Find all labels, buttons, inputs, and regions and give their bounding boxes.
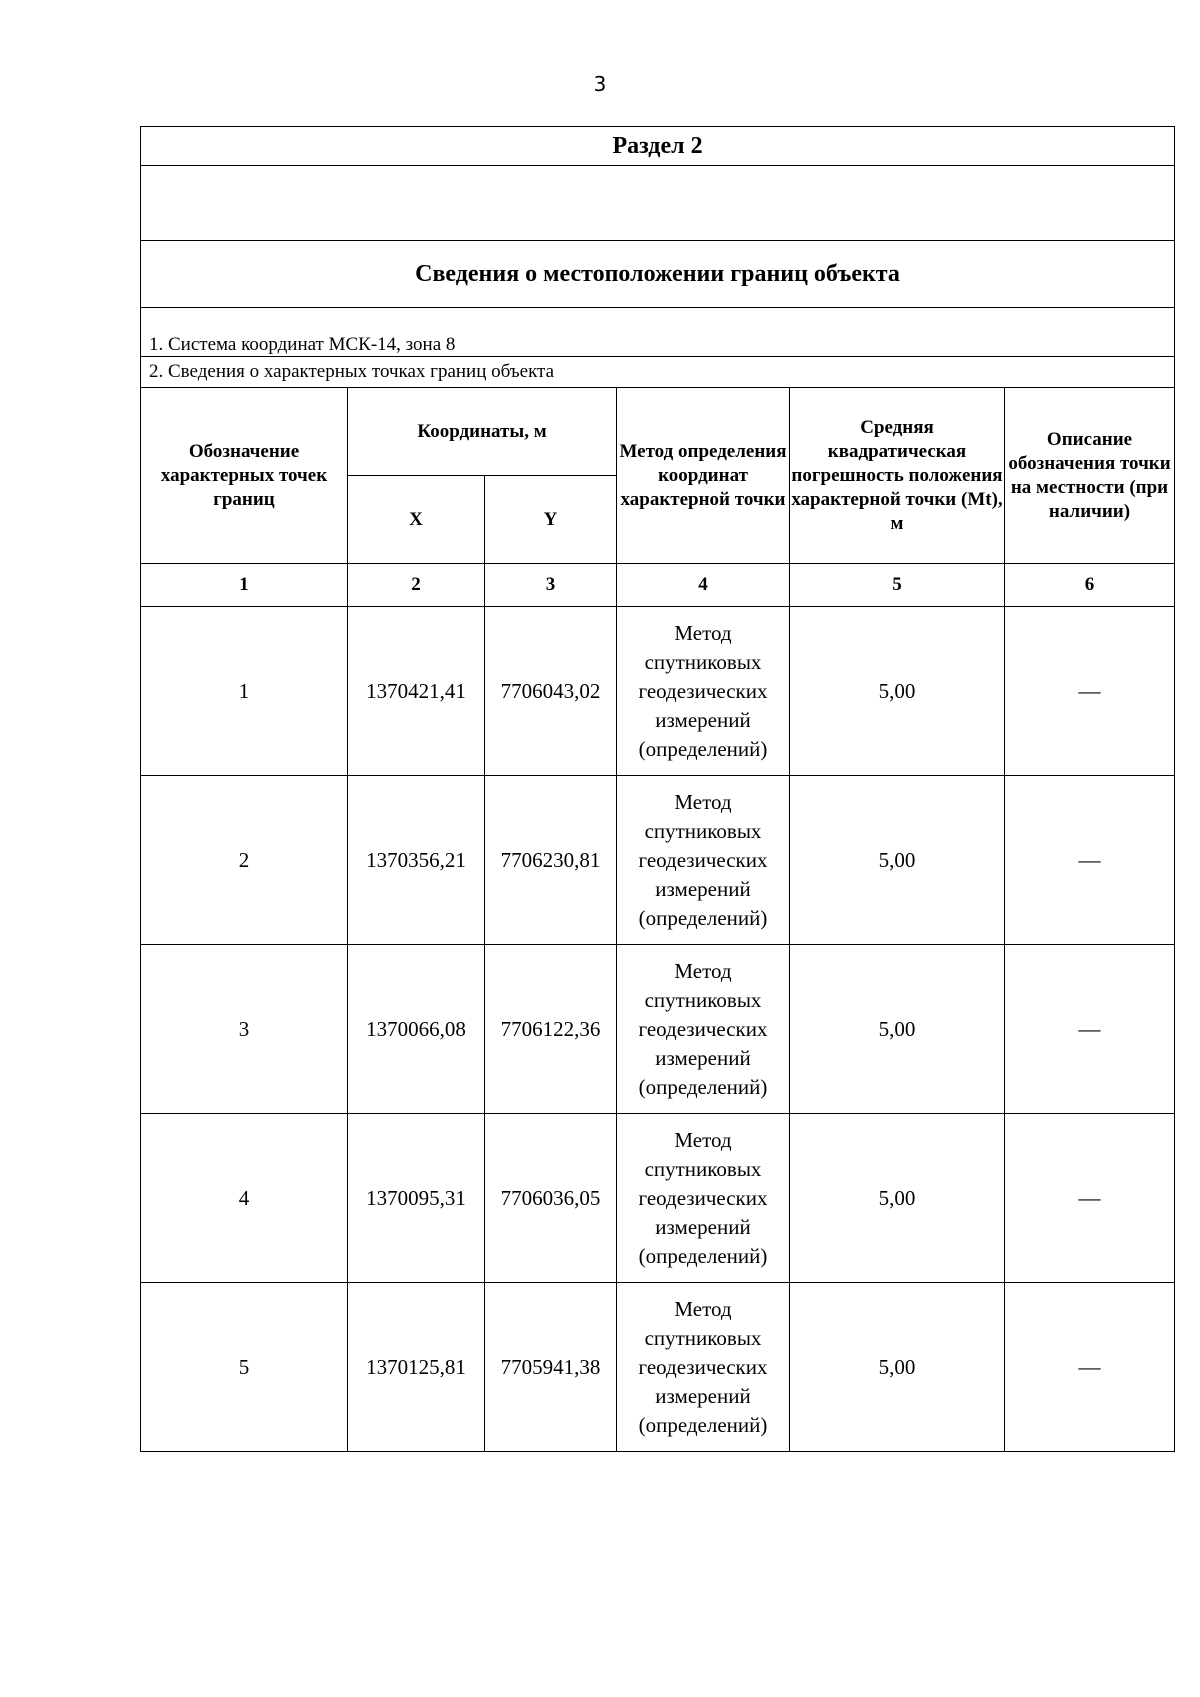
method: Метод спутниковых геодезических измерений (определений) [617,776,790,945]
column-number: 2 [348,564,485,607]
description: — [1005,1283,1175,1452]
description: — [1005,945,1175,1114]
coord-y: 7706230,81 [485,776,617,945]
header-y: Y [485,476,617,564]
coord-y: 7706043,02 [485,607,617,776]
table-row [141,1114,1175,1283]
boundary-points-table [140,126,1175,1452]
column-number: 1 [141,564,348,607]
point-number: 4 [141,1114,348,1283]
accuracy: 5,00 [790,1114,1005,1283]
coord-y: 7706122,36 [485,945,617,1114]
point-number: 1 [141,607,348,776]
table-row [141,1283,1175,1452]
header-accuracy: Средняя квадратическая погрешность положения характерной точки (Mt), м [790,388,1005,564]
coord-x: 1370125,81 [348,1283,485,1452]
header-designation: Обозначение характерных точек границ [141,388,348,564]
coordinate-system-line: 1. Система координат МСК-14, зона 8 [141,332,1175,357]
coord-x: 1370356,21 [348,776,485,945]
coord-x: 1370095,31 [348,1114,485,1283]
column-number: 3 [485,564,617,607]
header-method: Метод определения координат характерной точки [617,388,790,564]
point-number: 5 [141,1283,348,1452]
section-title: Раздел 2 [141,127,1175,166]
description: — [1005,1114,1175,1283]
accuracy: 5,00 [790,776,1005,945]
table-row [141,607,1175,776]
accuracy: 5,00 [790,607,1005,776]
header-coordinates: Координаты, м [348,388,617,476]
points-info-line: 2. Сведения о характерных точках границ объекта [141,357,1175,388]
header-description: Описание обозначения точки на местности (при наличии) [1005,388,1175,564]
table-row [141,776,1175,945]
description: — [1005,776,1175,945]
page-number: 3 [593,72,607,96]
point-number: 3 [141,945,348,1114]
blank-row [141,166,1175,241]
coord-x: 1370066,08 [348,945,485,1114]
header-x: X [348,476,485,564]
coord-x: 1370421,41 [348,607,485,776]
coord-y: 7706036,05 [485,1114,617,1283]
method: Метод спутниковых геодезических измерений (определений) [617,1114,790,1283]
document-title: Сведения о местоположении границ объекта [141,241,1175,308]
accuracy: 5,00 [790,1283,1005,1452]
column-number: 4 [617,564,790,607]
spacer-row [141,308,1175,333]
method: Метод спутниковых геодезических измерений (определений) [617,945,790,1114]
coord-y: 7705941,38 [485,1283,617,1452]
description: — [1005,607,1175,776]
column-number: 5 [790,564,1005,607]
table-row [141,945,1175,1114]
method: Метод спутниковых геодезических измерений (определений) [617,607,790,776]
column-number: 6 [1005,564,1175,607]
point-number: 2 [141,776,348,945]
accuracy: 5,00 [790,945,1005,1114]
method: Метод спутниковых геодезических измерений (определений) [617,1283,790,1452]
